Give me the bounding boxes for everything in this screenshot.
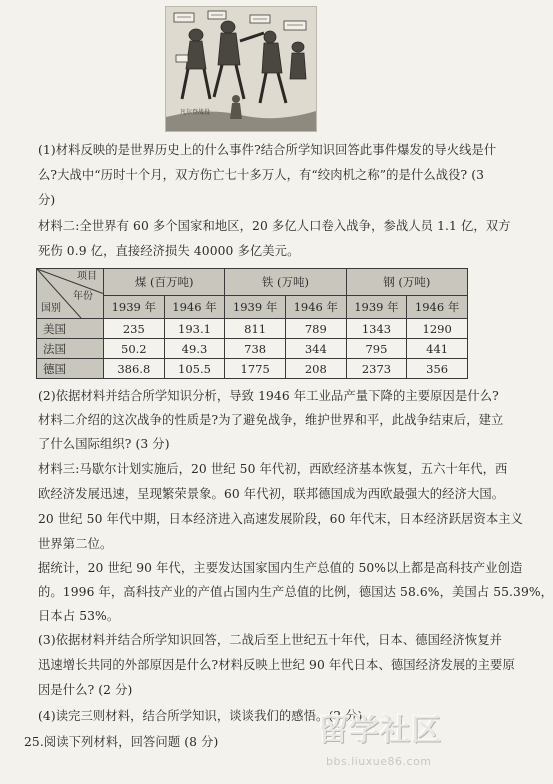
site-watermark	[318, 705, 478, 777]
value-cell: 441	[407, 339, 468, 359]
war-cartoon-image	[165, 6, 317, 132]
production-table	[36, 268, 468, 379]
value-cell: 50.2	[104, 339, 165, 359]
cartoon-caption: 凡尔登战役	[180, 109, 211, 116]
corner-country-label: 国别	[41, 303, 61, 314]
statistics-line-1: 据统计，20 世纪 90 年代，主要发达国家国内生产总值的 50%以上都是高科技产业创造	[38, 561, 523, 575]
value-cell: 105.5	[164, 359, 225, 379]
material-3-line-4: 世界第二位。	[38, 537, 113, 551]
question-1-line-2: 么?大战中“历时十个月，双方伤亡七十多万人，有“绞肉机之称”的是什么战役? (3	[38, 168, 485, 182]
value-cell: 1343	[346, 319, 407, 339]
question-3-line-1: (3)依据材料并结合所学知识回答，二战后至上世纪五十年代，日本、德国经济恢复并	[38, 633, 503, 647]
material-3-line-2: 欧经济发展迅速，呈现繁荣景象。60 年代初，联邦德国成为西欧最强大的经济大国。	[38, 487, 505, 501]
value-cell: 811	[225, 319, 286, 339]
value-cell: 1290	[407, 319, 468, 339]
table-row	[37, 339, 468, 359]
year-header: 1946 年	[407, 296, 468, 319]
watermark-url: bbs.liuxue86.com	[326, 755, 432, 768]
value-cell: 738	[225, 339, 286, 359]
question-3-line-3: 因是什么? (2 分)	[38, 683, 133, 697]
corner-item-label: 项目	[77, 271, 97, 282]
value-cell: 193.1	[164, 319, 225, 339]
question-3-line-2: 迅速增长共同的外部原因是什么?材料反映上世纪 90 年代日本、德国经济发展的主要原	[38, 658, 515, 672]
question-1-line-3: 分)	[38, 193, 56, 207]
corner-year-label: 年份	[73, 291, 93, 302]
value-cell: 208	[285, 359, 346, 379]
question-4-line: (4)读完三则材料，结合所学知识，谈谈我们的感悟。(2 分)	[38, 709, 363, 723]
question-2-line-3: 了什么国际组织? (3 分)	[38, 437, 170, 451]
question-2-line-2: 材料二介绍的这次战争的性质是?为了避免战争，维护世界和平，此战争结束后，建立	[38, 413, 504, 427]
material-3-line-1: 材料三:马歇尔计划实施后，20 世纪 50 年代初，西欧经济基本恢复，五六十年代，西	[38, 462, 508, 476]
value-cell: 789	[285, 319, 346, 339]
material-3-line-3: 20 世纪 50 年代中期，日本经济进入高速发展阶段，60 年代末，日本经济跃居资本主义	[38, 512, 524, 526]
question-2-line-1: (2)依据材料并结合所学知识分析，导致 1946 年工业品产量下降的主要原因是什么?	[38, 389, 499, 403]
country-cell: 法国	[37, 339, 104, 359]
table-corner-cell	[37, 269, 104, 319]
value-cell: 1775	[225, 359, 286, 379]
group-header-steel: 钢 (万吨)	[346, 269, 467, 296]
value-cell: 356	[407, 359, 468, 379]
value-cell: 2373	[346, 359, 407, 379]
country-cell: 德国	[37, 359, 104, 379]
material-2-line-2: 死伤 0.9 亿，直接经济损失 40000 多亿美元。	[38, 244, 300, 258]
value-cell: 235	[104, 319, 165, 339]
material-2-line-1: 材料二:全世界有 60 多个国家和地区，20 多亿人口卷入战争，参战人员 1.1 亿，双方	[38, 219, 511, 233]
year-header: 1946 年	[285, 296, 346, 319]
value-cell: 344	[285, 339, 346, 359]
statistics-line-2: 的。1996 年，高科技产业的产值占国内生产总值的比例，德国达 58.6%，美国占 55.39%，	[38, 585, 553, 599]
question-1-line-1: (1)材料反映的是世界历史上的什么事件?结合所学知识回答此事件爆发的导火线是什	[38, 143, 497, 157]
year-header: 1939 年	[225, 296, 286, 319]
table-row	[37, 319, 468, 339]
table-row	[37, 359, 468, 379]
question-25-title: 25.阅读下列材料，回答问题 (8 分)	[24, 735, 219, 749]
year-header: 1946 年	[164, 296, 225, 319]
value-cell: 386.8	[104, 359, 165, 379]
value-cell: 795	[346, 339, 407, 359]
year-header: 1939 年	[346, 296, 407, 319]
group-header-coal: 煤 (百万吨)	[104, 269, 225, 296]
watermark-title: 留学社区	[318, 713, 442, 748]
value-cell: 49.3	[164, 339, 225, 359]
statistics-line-3: 日本占 53%。	[38, 609, 120, 623]
group-header-iron: 铁 (万吨)	[225, 269, 346, 296]
country-cell: 美国	[37, 319, 104, 339]
year-header: 1939 年	[104, 296, 165, 319]
